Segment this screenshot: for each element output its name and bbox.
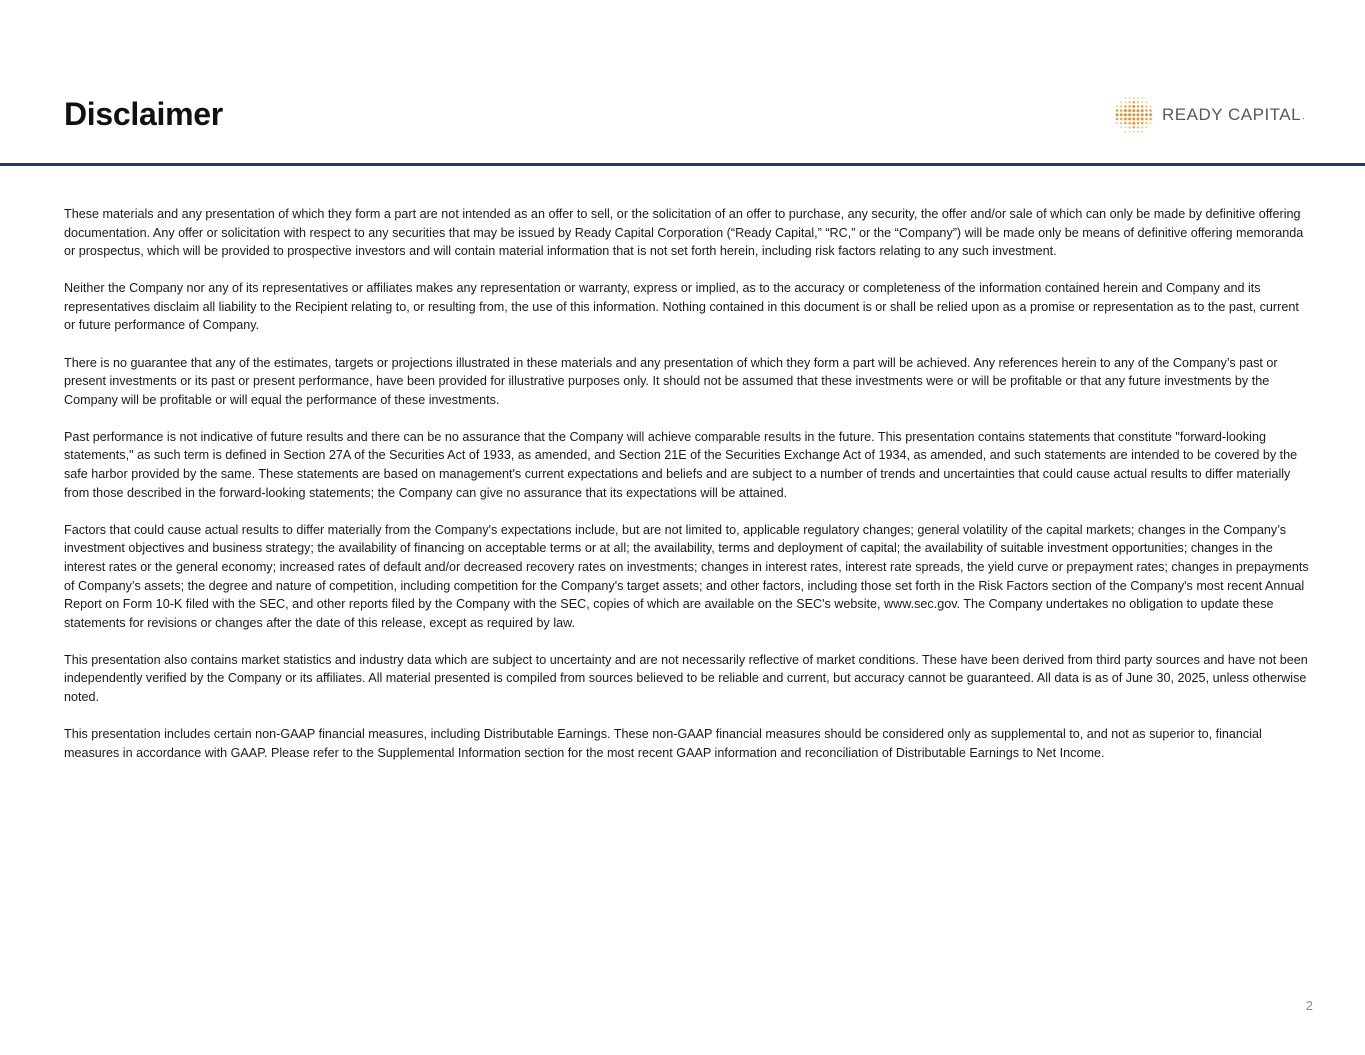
logo-dot xyxy=(1116,109,1118,111)
logo-dot xyxy=(1128,101,1130,103)
logo-dot xyxy=(1137,118,1140,121)
logo-dot xyxy=(1132,113,1135,116)
logo-dot xyxy=(1128,113,1131,116)
logo-dot xyxy=(1145,113,1148,116)
logo-dot xyxy=(1125,131,1127,133)
logo-dot xyxy=(1125,127,1127,129)
logo-dot xyxy=(1137,122,1139,124)
logo-dot xyxy=(1141,122,1143,124)
logo-dot xyxy=(1137,101,1139,103)
logo-dot xyxy=(1120,122,1122,124)
logo-dot xyxy=(1120,118,1122,120)
disclaimer-paragraph-offer: These materials and any presentation of which they form a part are not intended as an offer to sell, or the solicitation of an offer to purchase, any security, the offer and/or sale of which can only be made by definitive offering documentation. Any offer or solicitation with respect to any securities that may be issued by Ready Capital Corporation (“Ready Capital,” “RC,” or the “Company”) will be made only be means of definitive offering memoranda or prospectus, which will be provided to prospective investors and will contain material information that is not set forth herein, including risk factors relating to any such investment. xyxy=(64,207,1304,259)
logo-dot xyxy=(1116,106,1118,108)
header-divider xyxy=(0,163,1365,166)
logo-dot xyxy=(1132,105,1135,108)
logo-dot xyxy=(1120,113,1123,116)
logo-dot xyxy=(1145,109,1147,111)
logo-dot xyxy=(1137,126,1139,128)
logo-dot xyxy=(1120,109,1122,111)
logo-dot xyxy=(1137,113,1140,116)
logo-dot xyxy=(1137,109,1140,112)
logo-dot xyxy=(1133,97,1135,99)
logo-dot xyxy=(1141,127,1143,129)
logo-dot xyxy=(1133,131,1135,133)
logo-dot xyxy=(1124,105,1126,107)
logo-dot xyxy=(1141,101,1143,103)
logo-dot xyxy=(1149,118,1151,120)
logo-dot xyxy=(1137,97,1139,99)
logo-dot xyxy=(1146,101,1148,103)
logo-dot xyxy=(1133,126,1135,128)
logo-dot xyxy=(1141,113,1144,116)
disclaimer-paragraph-warranty: Neither the Company nor any of its representatives or affiliates makes any representation or warranty, express or implied, as to the accuracy or completeness of the information contained herein and Company and its representatives disclaim all liability to the Recipient relating to, or resulting from, the use of this information. Nothing contained in this document is or shall be relied upon as a promise or representation as to the past, current or future performance of Company. xyxy=(64,281,1299,333)
logo-dot xyxy=(1132,122,1135,125)
logo-dot xyxy=(1150,106,1152,108)
logo-dot xyxy=(1137,131,1139,133)
logo-text: READY CAPITAL xyxy=(1162,105,1302,124)
disclaimer-paragraph-non-gaap: This presentation includes certain non-GAAP financial measures, including Distributable Earnings. These non-GAAP financial measures should be considered only as supplemental to, and not as superior to, financial measures in accordance with GAAP. Please refer to the Supplemental Information section for the most recent GAAP information and reconciliation of Distributable Earnings to Net Income. xyxy=(64,727,1262,760)
ready-capital-dot-grid-icon xyxy=(1114,95,1154,135)
logo-dot xyxy=(1141,97,1143,99)
logo-dot xyxy=(1137,105,1139,107)
logo-dot xyxy=(1120,127,1122,129)
logo-dot xyxy=(1141,109,1144,112)
logo-dot xyxy=(1145,122,1147,124)
logo-dot xyxy=(1132,109,1135,112)
logo-dot xyxy=(1141,118,1144,121)
logo-dot xyxy=(1116,122,1118,124)
logo-dot xyxy=(1124,122,1126,124)
disclaimer-paragraph-projections: There is no guarantee that any of the estimates, targets or projections illustrated in these materials and any presentation of which they form a part will be achieved. Any references herein to any of the Company’s past or present investments or its past or present performance, have been provided for illustrative purposes only. It should not be assumed that these investments were or will be profitable or that any future investments by the Company will be profitable or will equal the performance of these investments. xyxy=(64,355,1278,407)
logo-dot xyxy=(1120,101,1122,103)
disclaimer-paragraph-forward-looking: Past performance is not indicative of future results and there can be no assurance that the Company will achieve comparable results in the future. This presentation contains statements that constitute "forward-looking statements," as such term is defined in Section 27A of the Securities Act of 1933, as amended, and Section 21E of the Securities Exchange Act of 1934, as amended, and such statements are intended to be covered by the safe harbor provided by the same. These statements are based on management's current expectations and beliefs and are subject to a number of trends and uncertainties that could cause actual results to differ materially from those described in the forward-looking statements; the Company can give no assurance that its expectations will be attained. xyxy=(64,429,1298,500)
logo-dot xyxy=(1124,113,1127,116)
logo-dot xyxy=(1145,105,1147,107)
logo-dot xyxy=(1146,127,1148,129)
logo-dot xyxy=(1124,109,1127,112)
page-number: 2 xyxy=(1305,998,1313,1013)
company-logo xyxy=(1114,95,1314,135)
logo-suffix: . xyxy=(1302,111,1306,121)
logo-dot xyxy=(1141,131,1143,133)
logo-dot xyxy=(1145,118,1147,120)
logo-dot xyxy=(1128,105,1130,107)
logo-dot xyxy=(1129,131,1131,133)
disclaimer-paragraph-risk-factors: Factors that could cause actual results to differ materially from the Company's expectations include, but are not limited to, applicable regulatory changes; general volatility of the capital markets; changes in the Company’s investment objectives and business strategy; the availability of financing on acceptable terms or at all; the availability, terms and deployment of capital; the availability of suitable investment opportunities; changes in the interest rates or the general economy; increased rates of default and/or decreased recovery rates on investments; changes in interest rates, interest rate spreads, the yield curve or prepayment rates; changes in prepayments of Company’s assets; the degree and nature of competition, including competition for the Company's target assets; and other factors, including those set forth in the Risk Factors section of the Company's most recent Annual Report on Form 10-K filed with the SEC, and other reports filed by the Company with the SEC, copies of which are available on the SEC's website, www.sec.gov. The Company undertakes no obligation to update these statements for revisions or changes after the date of this release, except as required by law. xyxy=(64,522,1309,630)
logo-dot xyxy=(1129,97,1131,99)
logo-dot xyxy=(1133,101,1135,103)
page-title: Disclaimer xyxy=(64,96,223,132)
logo-dot xyxy=(1128,122,1130,124)
logo-dot xyxy=(1128,109,1131,112)
logo-dot xyxy=(1124,118,1127,121)
logo-dot xyxy=(1116,118,1118,120)
logo-dot xyxy=(1128,126,1130,128)
logo-dot xyxy=(1132,118,1135,121)
disclaimer-body xyxy=(64,205,1309,781)
disclaimer-paragraph-market-data: This presentation also contains market statistics and industry data which are subject to uncertainty and are not necessarily reflective of market conditions. These have been derived from third party sources and have not been independently verified by the Company or its affiliates. All material presented is compiled from sources believed to be reliable and current, but accuracy cannot be guaranteed. All data is as of June 30, 2025, unless otherwise noted. xyxy=(64,652,1308,704)
logo-wordmark xyxy=(1162,105,1305,125)
logo-dot xyxy=(1116,113,1119,116)
logo-dot xyxy=(1149,109,1151,111)
logo-dot xyxy=(1120,105,1122,107)
logo-dot xyxy=(1128,118,1131,121)
logo-dot xyxy=(1125,97,1127,99)
logo-dot xyxy=(1149,113,1152,116)
logo-dot xyxy=(1150,122,1152,124)
logo-dot xyxy=(1141,105,1143,107)
logo-dot xyxy=(1125,101,1127,103)
